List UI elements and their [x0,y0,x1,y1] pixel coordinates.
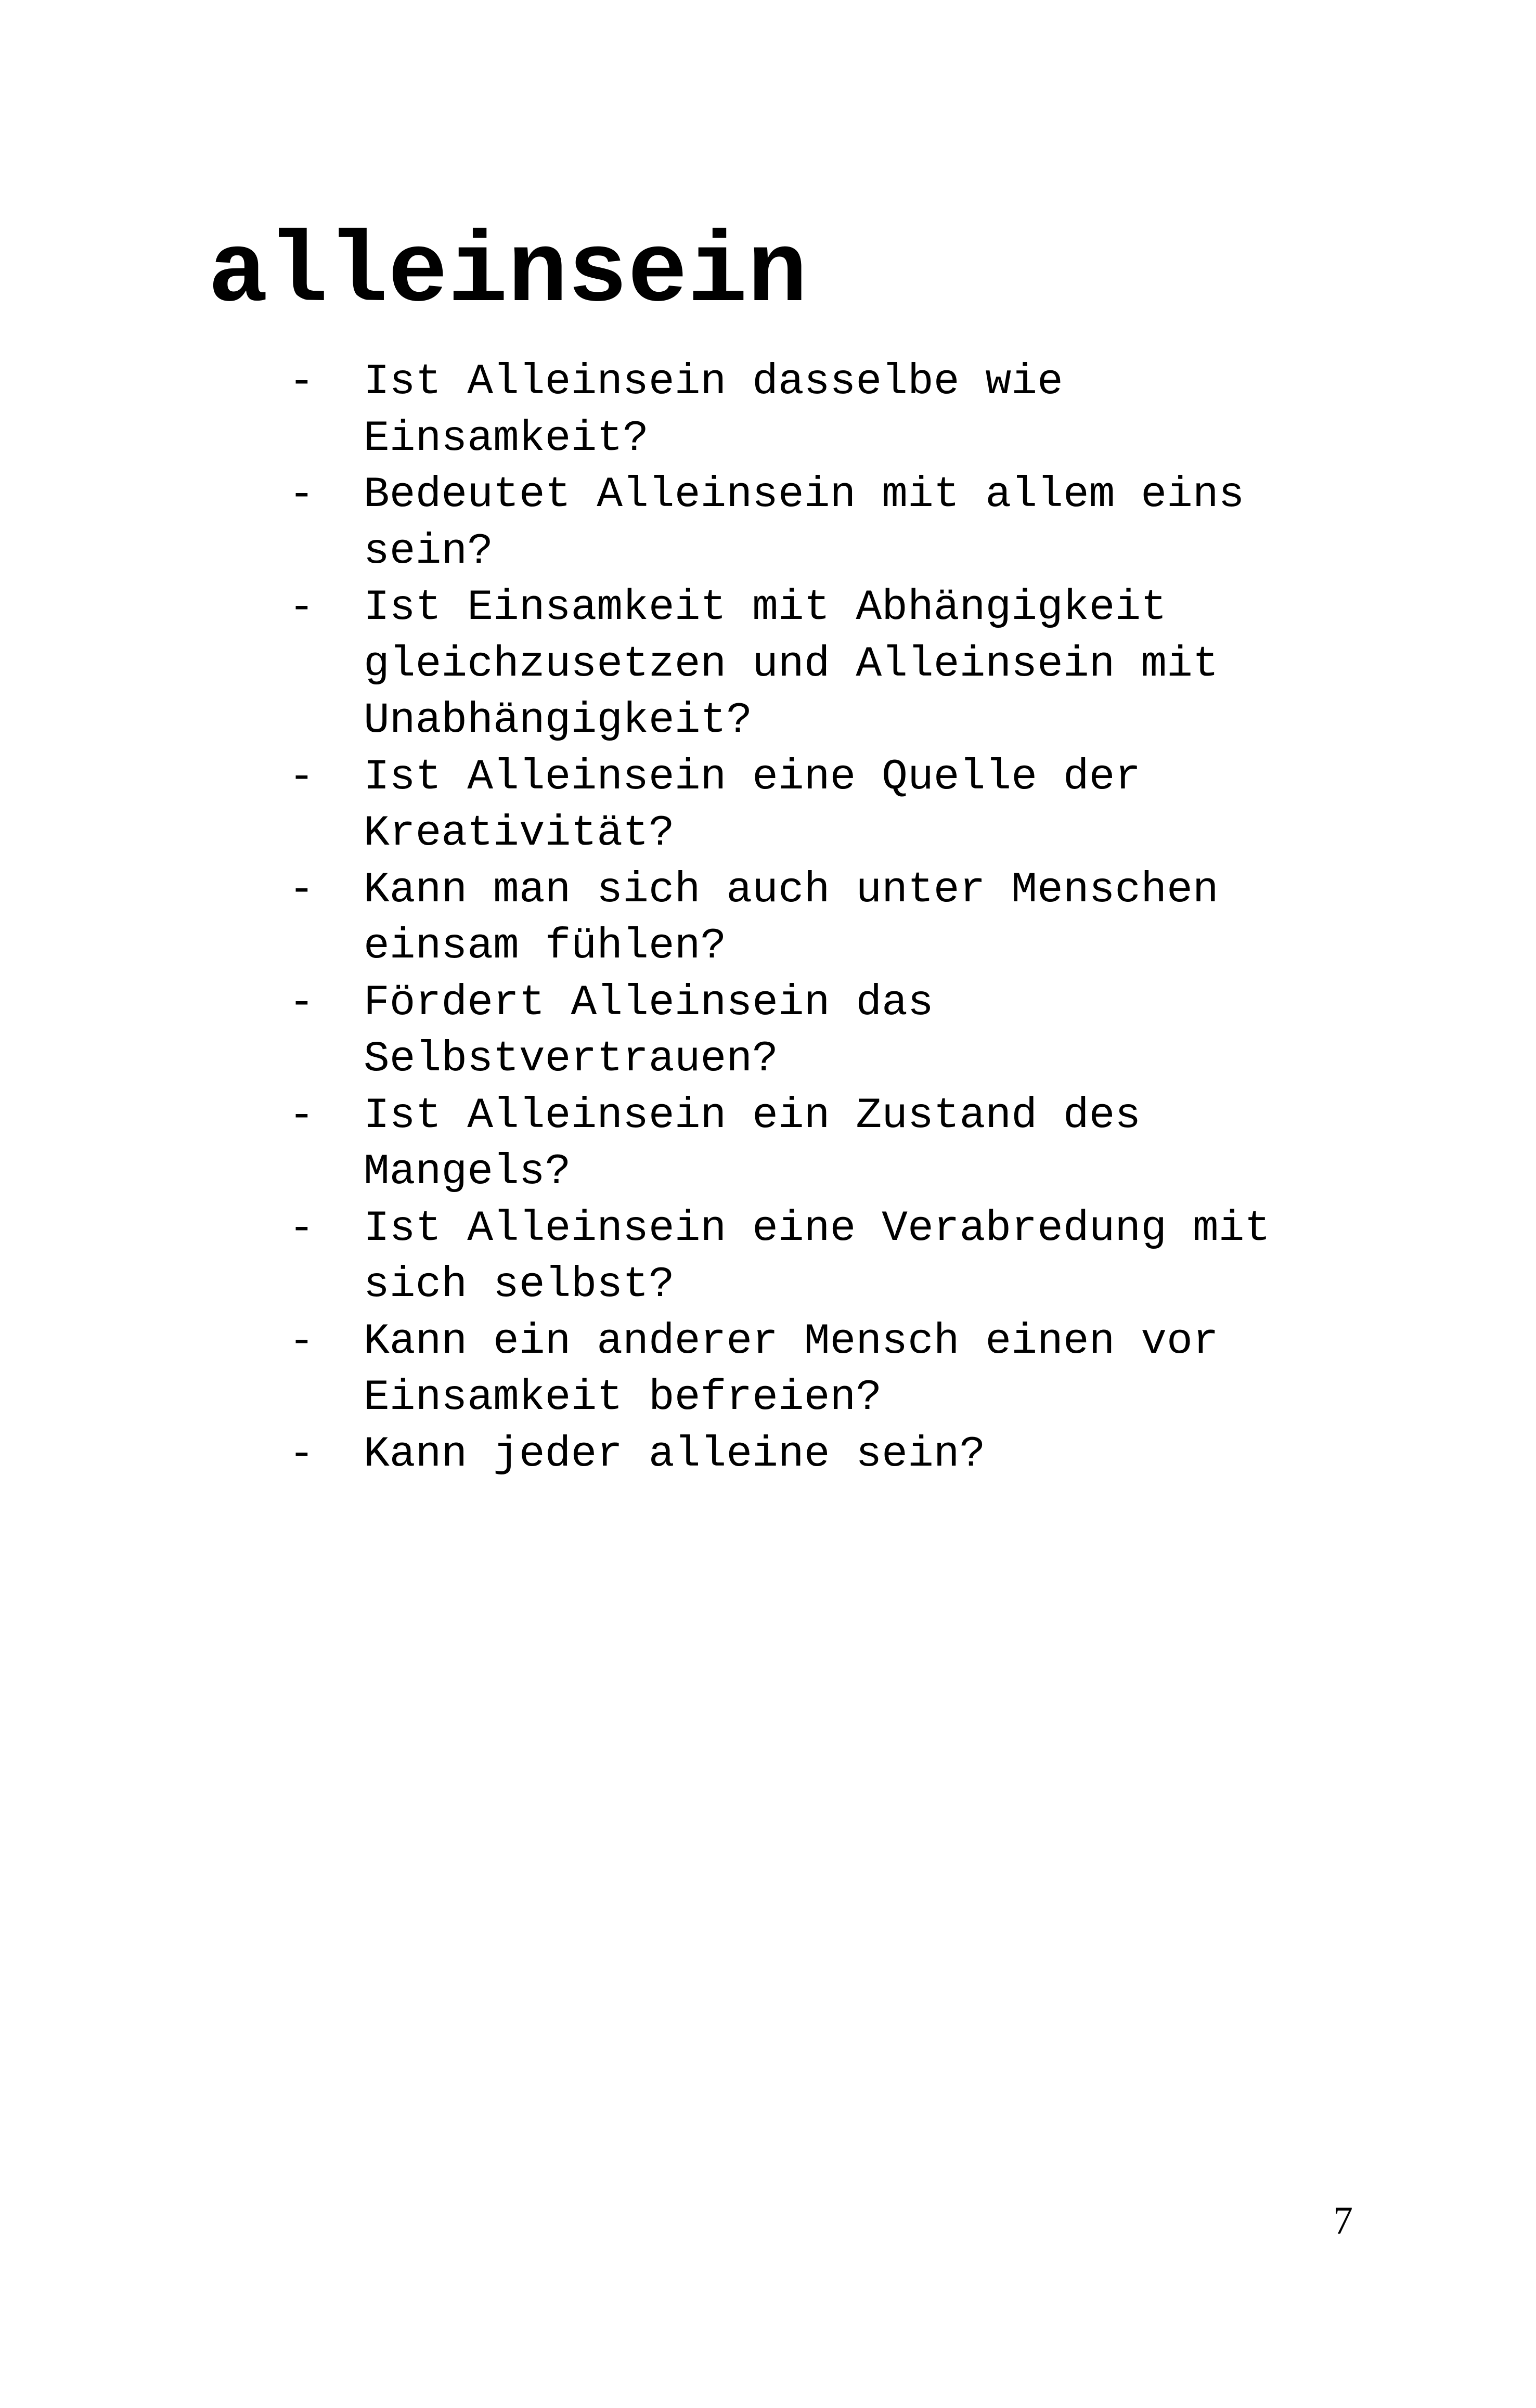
bullet-dash: - [289,752,315,801]
bullet-dash: - [289,1091,315,1140]
list-item [289,579,1329,749]
bullet-dash: - [289,583,315,632]
bullet-dash: - [289,978,315,1027]
page-title: alleinsein [208,217,808,330]
bullet-dash: - [289,1429,315,1479]
question-text: Ist Alleinsein ein Zustand des Mangels? [364,1091,1141,1196]
bullet-dash: - [289,865,315,914]
question-text: Ist Einsamkeit mit Abhängigkeit gleichzusetzen und Alleinsein mit Unabhängigkeit? [364,583,1219,745]
question-list [289,354,1329,1482]
question-text: Fördert Alleinsein das Selbstvertrauen? [364,978,934,1083]
question-text: Kann ein anderer Mensch einen vor Einsamkeit befreien? [364,1316,1219,1422]
bullet-dash: - [289,357,315,406]
bullet-dash: - [289,1316,315,1366]
list-item [289,1200,1329,1313]
list-item [289,749,1329,862]
question-text: Bedeutet Alleinsein mit allem eins sein? [364,470,1245,576]
list-item [289,467,1329,579]
page-number: 7 [1333,2199,1353,2243]
bullet-dash: - [289,1203,315,1253]
list-item [289,354,1329,467]
question-text: Ist Alleinsein eine Verabredung mit sich selbst? [364,1203,1271,1309]
question-text: Kann man sich auch unter Menschen einsam fühlen? [364,865,1219,970]
list-item [289,1426,1329,1483]
list-item [289,862,1329,975]
bullet-dash: - [289,470,315,519]
question-text: Kann jeder alleine sein? [364,1429,986,1479]
list-item [289,975,1329,1088]
list-item [289,1088,1329,1200]
question-text: Ist Alleinsein dasselbe wie Einsamkeit? [364,357,1063,463]
question-text: Ist Alleinsein eine Quelle der Kreativität? [364,752,1141,858]
list-item [289,1313,1329,1426]
